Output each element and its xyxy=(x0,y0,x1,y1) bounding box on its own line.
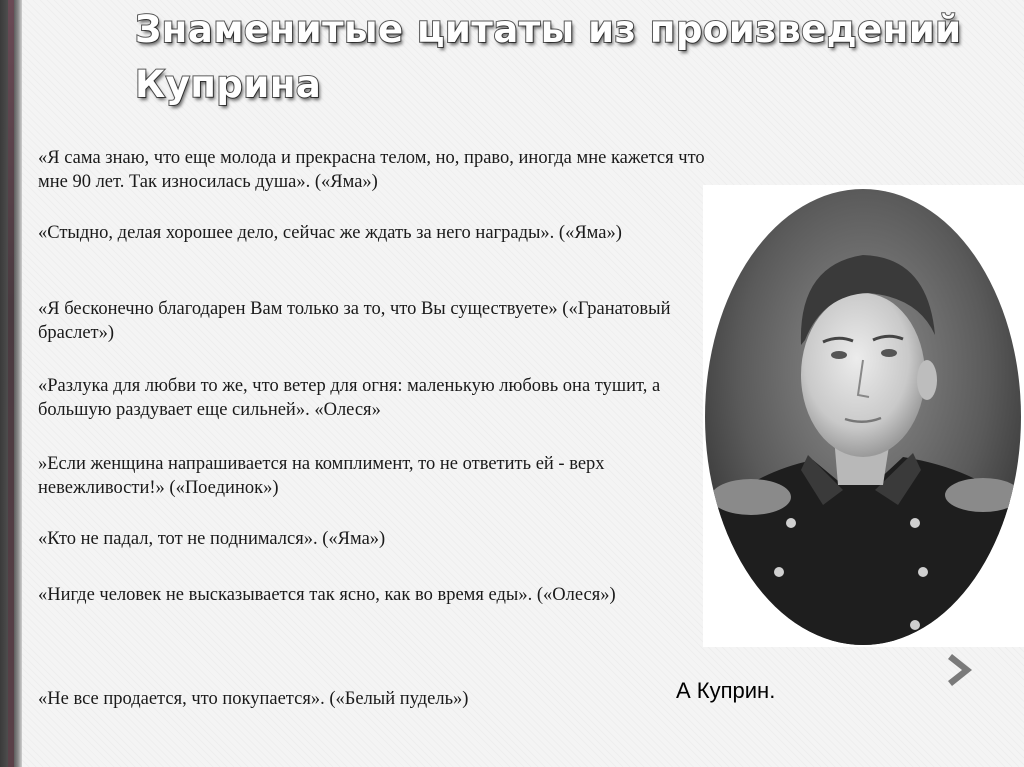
chevron-right-icon[interactable] xyxy=(944,648,984,692)
quote-item: «Я сама знаю, что еще молода и прекрасна телом, но, право, иногда мне кажется что мне 90 лет. Так износилась душа». («Яма») xyxy=(38,148,705,192)
photo-caption: А Куприн. xyxy=(676,678,776,703)
quote-item: «Стыдно, делая хорошее дело, сейчас же ждать за него награды». («Яма») xyxy=(38,223,622,243)
quote-item: «Не все продается, что покупается». («Белый пудель») xyxy=(38,689,469,709)
quote-item: «Нигде человек не высказывается так ясно, как во время еды». («Олеся») xyxy=(38,585,616,605)
quote-item: «Я бесконечно благодарен Вам только за то, что Вы существуете» («Гранатовый браслет») xyxy=(38,299,671,343)
quote-item: »Если женщина напрашивается на комплимент, то не ответить ей - верх невежливости!» («Поединок») xyxy=(38,454,605,498)
kuprin-portrait xyxy=(703,185,1024,647)
quote-item: «Разлука для любви то же, что ветер для огня: маленькую любовь она тушит, а большую раздувает еще сильней». «Олеся» xyxy=(38,376,661,420)
quote-item: «Кто не падал, тот не поднимался». («Яма») xyxy=(38,529,386,549)
left-edge-accent xyxy=(8,0,14,767)
slide-title: Знаменитые цитаты из произведений Куприна xyxy=(135,8,962,106)
